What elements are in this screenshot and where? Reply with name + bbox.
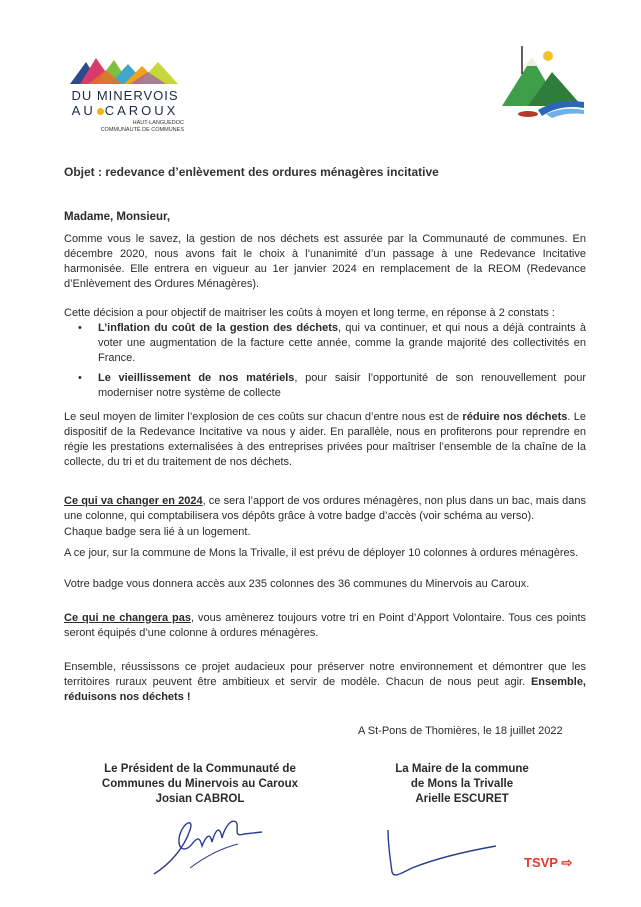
paragraph-columns: A ce jour, sur la commune de Mons la Trivalle, il est prévu de déployer 10 colonnes à ordures ménagères. <box>64 547 579 559</box>
turn-page-label: TSVP ⇨ <box>524 855 573 870</box>
signatory-title-1: Le Président de la Communauté de <box>104 763 296 775</box>
bullet-icon: • <box>78 322 82 334</box>
sun-dot-icon <box>97 108 104 115</box>
changes-heading: Ce qui va changer en 2024 <box>64 495 203 507</box>
president-signature-icon <box>150 808 270 880</box>
paragraph-reduce-emphasis: réduire nos déchets <box>462 411 568 423</box>
logo-name-line1: DU MINERVOIS <box>71 88 179 103</box>
mountain-mosaic-icon <box>66 56 184 86</box>
letter-subject: Objet : redevance d’enlèvement des ordures ménagères incitative <box>64 165 439 179</box>
unchanged-heading: Ce qui ne changera pas <box>64 612 192 624</box>
mayor-signature-icon <box>382 828 502 884</box>
bullet-inflation-title: L’inflation du coût de la gestion des déchets <box>98 322 339 334</box>
signatory-name: Josian CABROL <box>155 793 245 805</box>
paragraph-conclusion <box>64 660 586 705</box>
logo-name-line2 <box>66 103 184 118</box>
signatory-title-2: de Mons la Trivalle <box>410 778 514 790</box>
conclusion-text: Ensemble, réussissons ce projet audacieux pour préserver notre environnement et démontrer que les territoires ruraux peuvent être ambitieux et servir de modèle. Chacun de nous peut agir. <box>64 661 586 688</box>
bullet-ageing-title: Le vieillissement de nos matériels <box>98 372 295 384</box>
changes-text: , ce sera l’apport de vos ordures ménagères, non plus dans un bac, mais dans une colonne, qui comptabilisera vos dépôts grâce à votre badge d’accès (voir schéma au verso). <box>64 495 586 522</box>
bullet-inflation <box>78 321 586 366</box>
paragraph-badge: Chaque badge sera lié à un logement. <box>64 526 251 538</box>
mountain-river-icon <box>498 44 586 120</box>
paragraph-unchanged <box>64 611 586 641</box>
paragraph-reduce-a: Le seul moyen de limiter l’explosion de ces coûts sur chacun d’entre nous est de <box>64 411 463 423</box>
bullet-ageing-text: , pour saisir l’opportunité de son renouvellement pour moderniser notre système de collecte <box>98 372 586 399</box>
bullet-icon: • <box>78 372 82 384</box>
letter-date: A St-Pons de Thomières, le 18 juillet 2022 <box>358 725 563 737</box>
signatory-title-1: La Maire de la commune <box>395 763 529 775</box>
signature-block-president <box>90 762 310 807</box>
greeting: Madame, Monsieur, <box>64 211 171 223</box>
paragraph-access: Votre badge vous donnera accès aux 235 colonnes des 36 communes du Minervois au Caroux. <box>64 578 530 590</box>
conclusion-emphasis: Ensemble, réduisons nos déchets ! <box>64 676 586 703</box>
logo-word-caroux: CAROUX <box>104 103 179 118</box>
signature-block-mayor <box>372 762 552 807</box>
community-logo <box>66 56 184 136</box>
commune-logo <box>498 44 586 120</box>
logo-subtitle-2: COMMUNAUTÉ DE COMMUNES <box>100 127 184 133</box>
logo-subtitle-1: HAUT-LANGUEDOC <box>132 120 184 126</box>
signatory-name: Arielle ESCURET <box>415 793 509 805</box>
signatory-title-2: Communes du Minervois au Caroux <box>101 778 299 790</box>
bullet-inflation-text: , qui va continuer, et qui nous a déjà contraints à voter une augmentation de la facture cette année, comme la grande majorité des collectivités en France. <box>98 322 587 364</box>
paragraph-reduce <box>64 410 586 470</box>
paragraph-reduce-b: . Le dispositif de la Redevance Incitative va nous y aider. En parallèle, nous en profiterons pour reprendre en régie les prestations externalisées à des entreprises privées pour maîtriser l’ensemble de la chaîne de la collecte, du tri et du traitement de nos déchets. <box>64 411 586 468</box>
paragraph-objective: Cette décision a pour objectif de maitriser les coûts à moyen et long terme, en réponse à 2 constats : <box>64 307 555 319</box>
paragraph-intro: Comme vous le savez, la gestion de nos déchets est assurée par la Communauté de communes. En décembre 2020, nous avons fait le choix à l’unanimité d’un passage à une Redevance Incitative harmonisée. Elle entrera en vigueur au 1er janvier 2024 en remplacement de la REOM (Redevance d’Enlèvement des Ordures Ménagères). <box>64 233 586 290</box>
logo-word-au: AU <box>71 103 96 118</box>
unchanged-text: , vous amènerez toujours votre tri en Point d’Apport Volontaire. Tous ces points seront équipés d’une colonne à ordures ménagères. <box>64 612 586 639</box>
bullet-ageing <box>78 371 586 401</box>
paragraph-changes <box>64 494 586 524</box>
